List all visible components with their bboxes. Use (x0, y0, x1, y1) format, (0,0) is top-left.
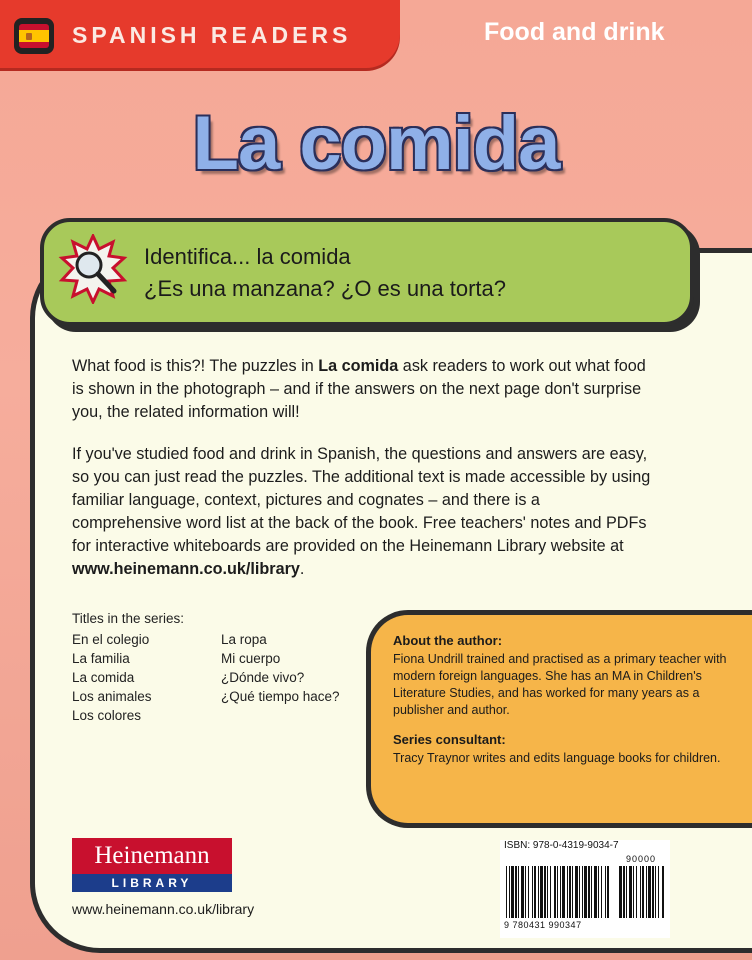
book-title: La comida (192, 101, 560, 186)
author-heading: About the author: (393, 633, 503, 648)
series-titles-column-1 (72, 630, 152, 725)
series-title-item: La ropa (221, 632, 267, 647)
book-title-inline: La comida (318, 357, 399, 375)
publisher-name: Heinemann (72, 838, 232, 874)
question-line-2: ¿Es una manzana? ¿O es una torta? (144, 276, 506, 301)
series-title-item: La comida (72, 670, 135, 685)
price-code: 90000 (626, 854, 657, 864)
barcode (500, 840, 670, 938)
consultant-heading: Series consultant: (393, 732, 506, 747)
question-bubble (40, 218, 694, 326)
series-banner (0, 0, 400, 68)
series-titles-heading: Titles in the series: (72, 611, 185, 626)
topic-label: Food and drink (484, 18, 665, 46)
magnifier-star-icon (58, 234, 128, 304)
barcode-bars (506, 866, 666, 918)
series-title-item: ¿Dónde vivo? (221, 670, 305, 685)
series-titles-column-2 (221, 630, 340, 706)
intro-paragraph-1: What food is this?! The puzzles in La comida ask readers to work out what food is shown in the photograph – and if the answers on the next page don't surprise you, the related information will! (72, 357, 646, 421)
barcode-number: 9 780431 990347 (504, 920, 582, 930)
series-label: SPANISH READERS (72, 22, 352, 48)
series-title-item: En el colegio (72, 632, 150, 647)
about-box (366, 610, 752, 828)
intro-paragraph-2: If you've studied food and drink in Spanish, the questions and answers are easy, so you can just read the puzzles. The additional text is made accessible by using familiar language, context, pictures and cognates – and there is a comprehensive word list at the back of the book. Free teachers' notes and PDFs for interactive whiteboards are provided on the Heinemann Library website at www.heinemann.co.uk/library. (72, 445, 651, 578)
spain-flag-icon (14, 18, 54, 54)
website-link-inline[interactable]: www.heinemann.co.uk/library (72, 560, 300, 578)
series-title-item: Mi cuerpo (221, 651, 281, 666)
series-title-item: Los colores (72, 708, 142, 723)
question-line-1: Identifica... la comida (144, 244, 351, 269)
series-title-item: Los animales (72, 689, 152, 704)
series-title-item: La familia (72, 651, 130, 666)
consultant-text: Tracy Traynor writes and edits language books for children. (393, 751, 721, 765)
publisher-website[interactable]: www.heinemann.co.uk/library (72, 901, 255, 917)
publisher-sub: LIBRARY (72, 874, 232, 892)
publisher-logo (72, 838, 232, 894)
series-title-item: ¿Qué tiempo hace? (221, 689, 340, 704)
isbn-label: ISBN: 978-0-4319-9034-7 (504, 840, 619, 851)
author-text: Fiona Undrill trained and practised as a primary teacher with modern foreign languages. She has an MA in Children's Literature Studies, and has worked for many years as a publisher and author. (393, 652, 727, 717)
